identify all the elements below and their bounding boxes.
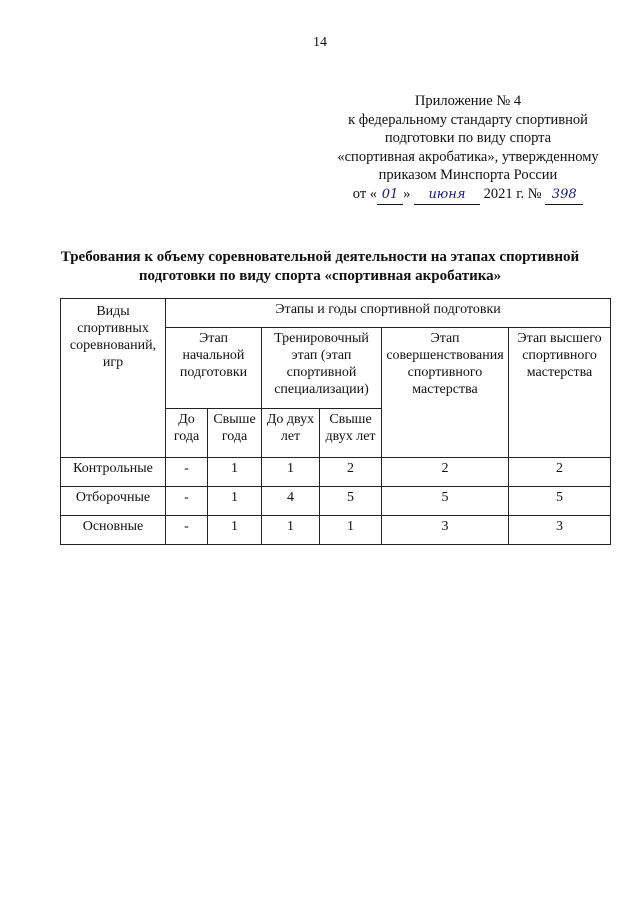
table-cell: 3 [509,516,611,545]
date-prefix: от « [352,185,378,202]
appendix-line-2: к федеральному стандарту спортивной [348,111,588,128]
handwritten-month: июня [414,186,480,206]
subheader-over-two-years: Свыше двух лет [320,409,382,458]
table-cell: 3 [382,516,509,545]
subheader-over-year: Свыше года [208,409,262,458]
page-number: 14 [313,35,327,50]
header-stage-initial: Этап начальной подготовки [166,328,262,409]
date-mid: » [403,185,411,202]
table-cell: 1 [208,516,262,545]
subheader-up-to-year: До года [166,409,208,458]
date-year: 2021 г. № [483,185,542,202]
table-cell: 5 [509,487,611,516]
table-cell: - [166,487,208,516]
title-line-1: Требования к объему соревновательной деятельности на этапах спортивной [60,249,580,265]
header-stages: Этапы и годы спортивной подготовки [166,299,611,328]
header-stage-training: Тренировочный этап (этап спортивной специализации) [262,328,382,409]
table-cell: 2 [509,458,611,487]
table-cell: 4 [262,487,320,516]
appendix-date-line [318,185,618,206]
table-cell: 1 [262,458,320,487]
table-row [61,487,611,516]
appendix-line-5: приказом Минспорта России [378,167,558,183]
header-stage-improvement: Этап совершенствования спортивного мастерства [382,328,509,458]
subheader-up-to-two-years: До двух лет [262,409,320,458]
row-label: Отборочные [61,487,166,516]
table-row [61,516,611,545]
requirements-table [60,298,611,545]
table-cell: 1 [262,516,320,545]
row-label: Основные [61,516,166,545]
title-line-2: подготовки по виду спорта «спортивная акробатика» [138,268,502,284]
table-cell: 1 [320,516,382,545]
appendix-header [318,92,618,205]
header-stage-highest: Этап высшего спортивного мастерства [509,328,611,458]
table-cell: - [166,516,208,545]
table-cell: 1 [208,487,262,516]
table-row [61,458,611,487]
table-cell: 5 [382,487,509,516]
appendix-line-3: подготовки по виду спорта [384,130,552,146]
handwritten-day: 01 [377,186,403,206]
handwritten-order-number: 398 [545,186,583,206]
row-label: Контрольные [61,458,166,487]
table-cell: - [166,458,208,487]
document-title [40,248,600,286]
header-competition-types: Виды спортивных соревнований, игр [61,299,166,458]
table-cell: 2 [320,458,382,487]
table-cell: 2 [382,458,509,487]
table-cell: 5 [320,487,382,516]
appendix-title: Приложение № 4 [414,93,522,109]
appendix-line-4: «спортивная акробатика», утвержденному [337,148,599,165]
table-cell: 1 [208,458,262,487]
